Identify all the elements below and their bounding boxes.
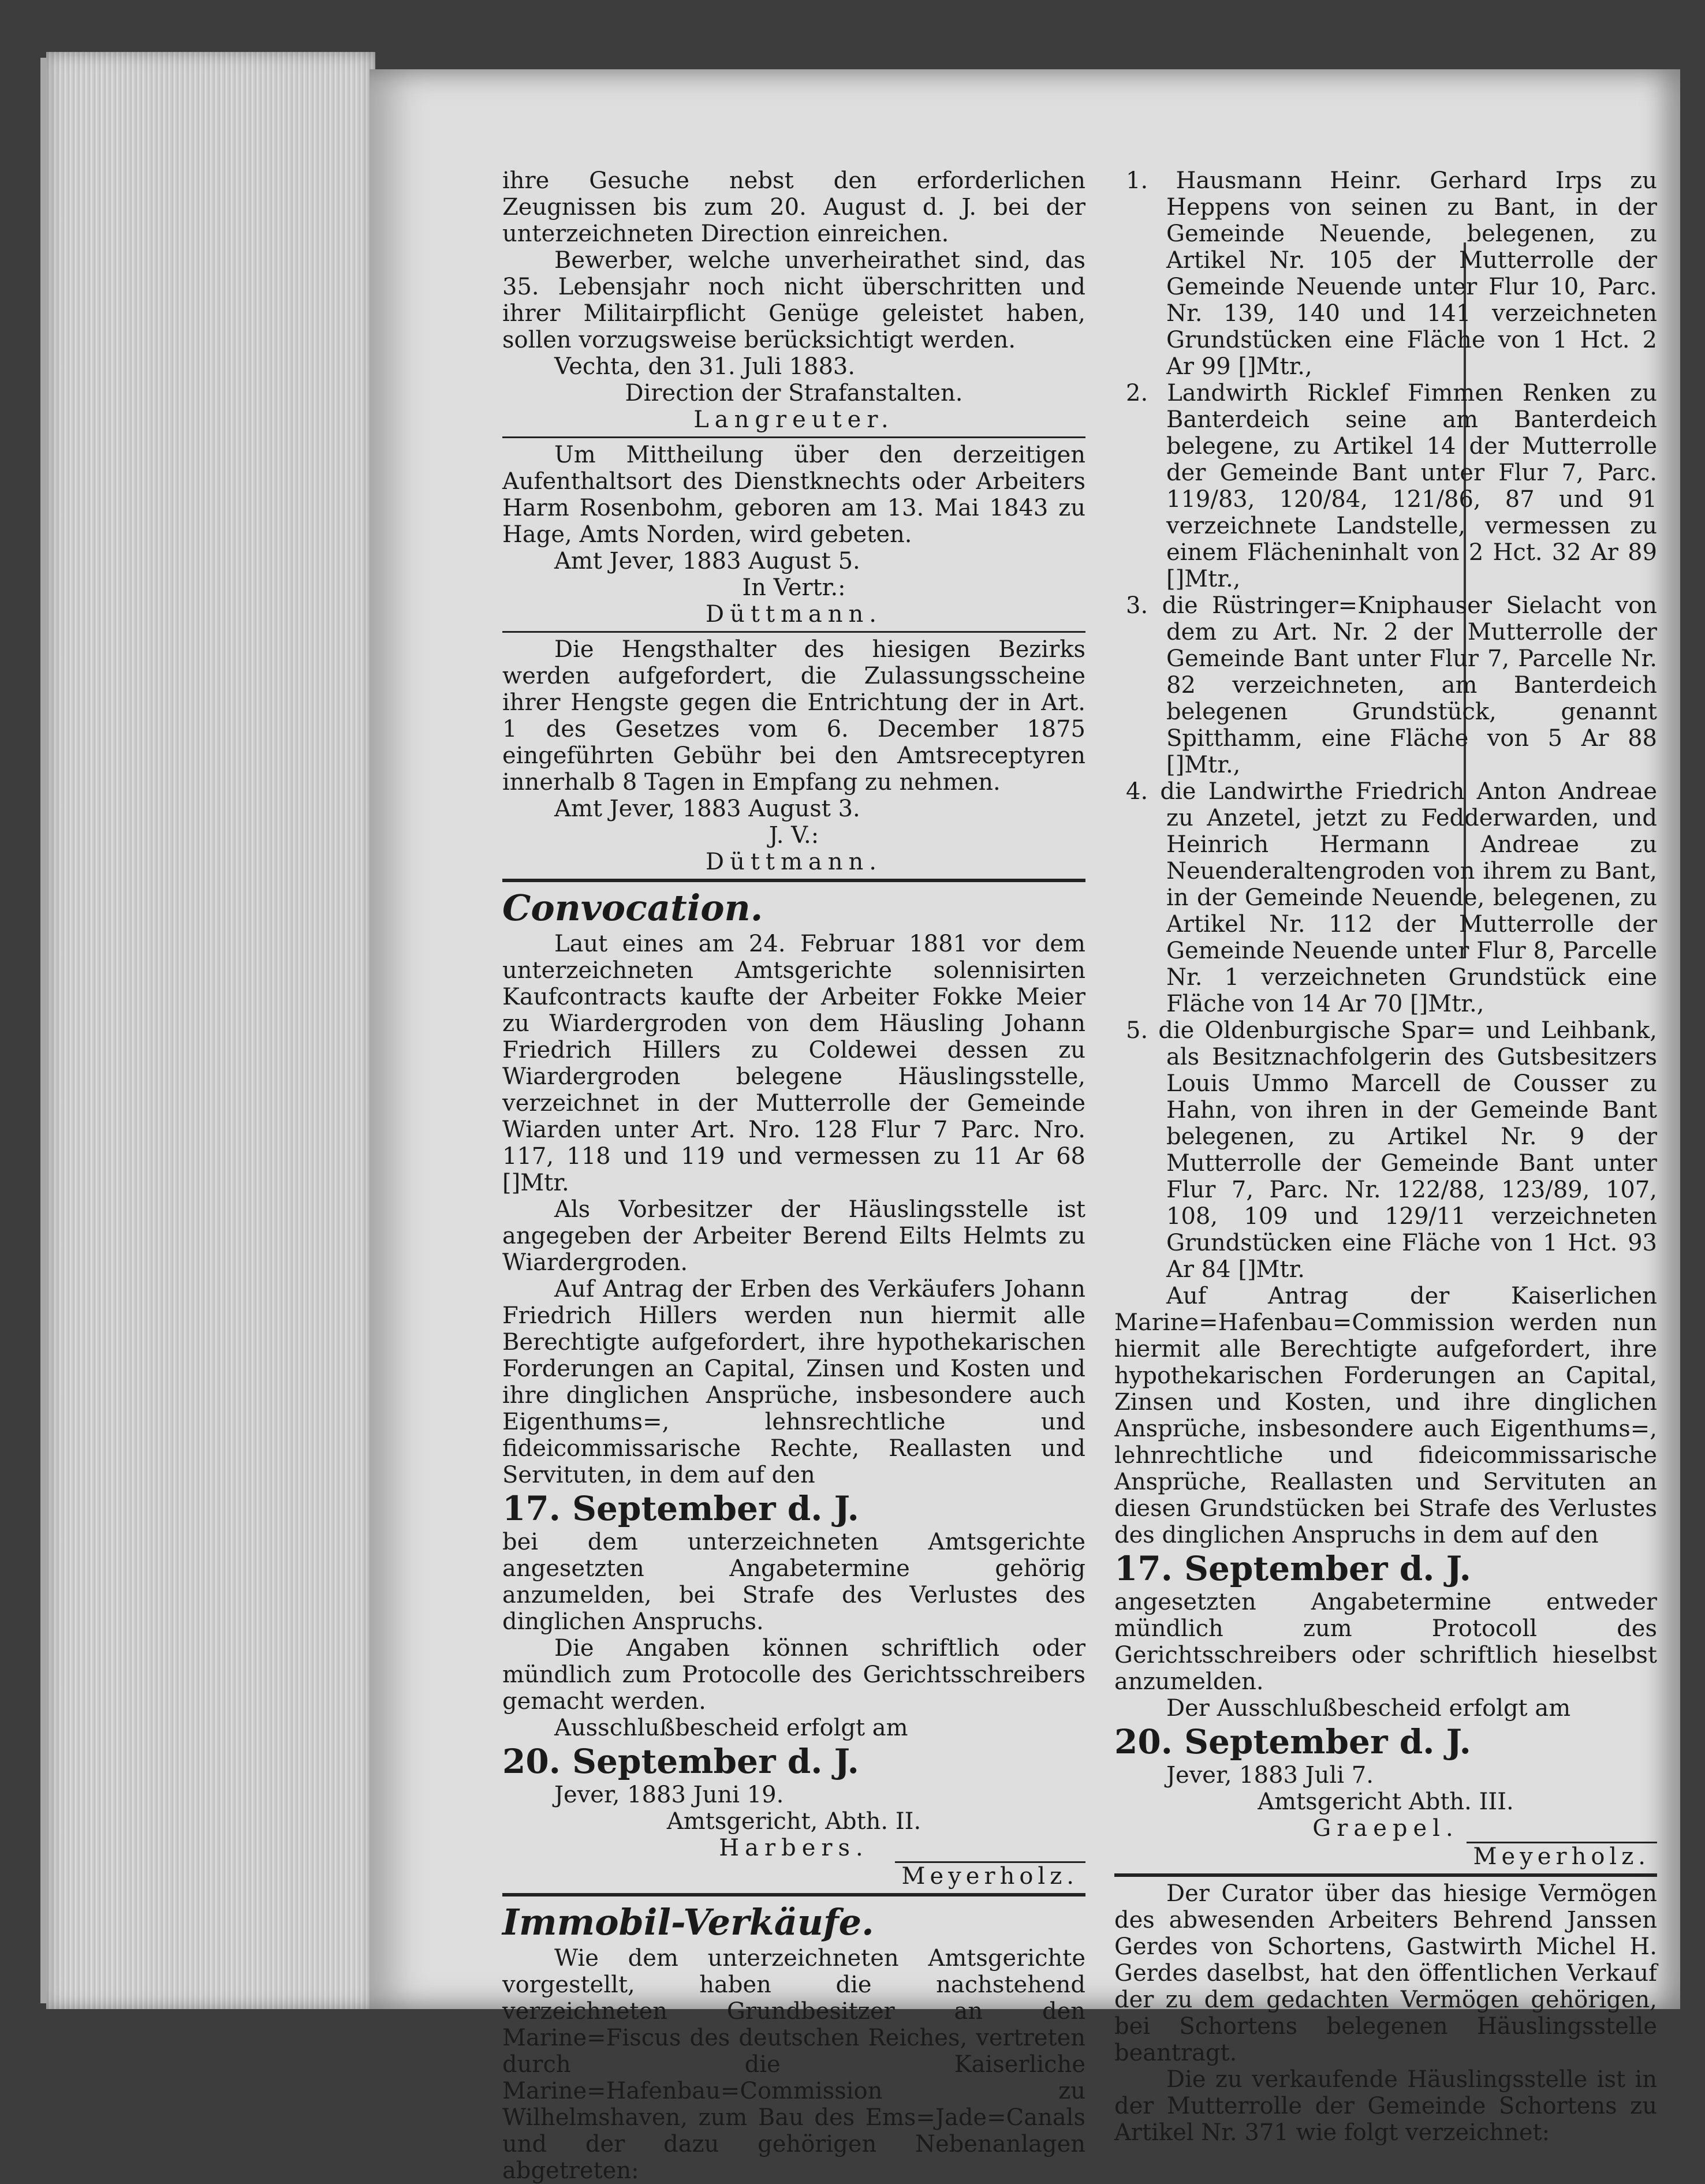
section-heading: Convocation. (502, 887, 763, 929)
text-paragraph: Bewerber, welche unverheirathet sind, das 35. Lebensjahr noch nicht überschritten und ihrer Militairpflicht Genüge geleistet haben, sollen vorzugsweise berücksichtigt werden. (502, 247, 1085, 353)
signature: Harbers. (719, 1835, 869, 1861)
text-paragraph: Der Ausschlußbescheid erfolgt am (1166, 1695, 1571, 1722)
place-date: Vechta, den 31. Juli 1883. (554, 353, 856, 380)
text-paragraph: Als Vorbesitzer der Häuslingsstelle ist angegeben der Arbeiter Berend Eilts Helmts zu Wiardergroden. (502, 1196, 1085, 1276)
text-paragraph: Die Angaben können schriftlich oder mündlich zum Protocolle des Gerichtsschreibers gemacht werden. (502, 1635, 1085, 1715)
date-heading: 17. September d. J. (502, 1489, 859, 1528)
divider (502, 879, 1085, 882)
text-paragraph: Auf Antrag der Erben des Verkäufers Johann Friedrich Hillers werden nun hiermit alle Berechtigte aufgefordert, ihre hypothekarischen Forderungen an Capital, Zinsen und Kosten und ihre dinglichen Ansprüche, insbesondere auch Eigenthums=, lehnsrechtliche und fideicommissarische Rechte, Reallasten und Servituten, in dem auf den (502, 1276, 1085, 1488)
divider (1114, 1873, 1657, 1877)
list-item: 4. die Landwirthe Friedrich Anton Andreae zu Anzetel, jetzt zu Fedderwarden, und Heinrich Hermann Andreae zu Neuenderaltengroden von ihrem zu Bant, in der Gemeinde Neuende, belegenen, zu Artikel Nr. 112 der Mutterrolle der Gemeinde Neuende unter Flur 8, Parcelle Nr. 1 verzeichneten Grundstück eine Fläche von 14 Ar 70 []Mtr., (1126, 778, 1657, 1017)
place-date: Jever, 1883 Juli 7. (1166, 1762, 1374, 1789)
text-paragraph: Laut eines am 24. Februar 1881 vor dem unterzeichneten Amtsgerichte solennisirten Kaufcontracts kaufte der Arbeiter Fokke Meier zu Wiardergroden von dem Häusling Johann Friedrich Hillers zu Coldewei dessen zu Wiardergroden belegene Häuslingsstelle, verzeichnet in der Mutterrolle der Gemeinde Wiarden unter Art. Nro. 128 Flur 7 Parc. Nro. 117, 118 und 119 und vermessen zu 11 Ar 68 []Mtr. (502, 931, 1085, 1196)
text-paragraph: Ausschlußbescheid erfolgt am (554, 1715, 908, 1741)
signature: Meyerholz. (1467, 1842, 1657, 1870)
list-item: 1. Hausmann Heinr. Gerhard Irps zu Heppens von seinen zu Bant, in der Gemeinde Neuende, belegenen, zu Artikel Nr. 105 der Mutterrolle der Gemeinde Neuende unter Flur 10, Parc. Nr. 139, 140 und 141 verzeichneten Grundstücken eine Fläche von 1 Hct. 2 Ar 99 []Mtr., (1126, 167, 1657, 380)
text-paragraph: Der Curator über das hiesige Vermögen des abwesenden Arbeiters Behrend Janssen Gerdes von Schortens, Gastwirth Michel H. Gerdes daselbst, hat den öffentlichen Verkauf der zu dem gedachten Vermögen gehörigen, bei Schortens belegenen Häuslingsstelle beantragt. (1114, 1880, 1657, 2066)
text-paragraph: Wie dem unterzeichneten Amtsgerichte vorgestellt, haben die nachstehend verzeichneten Grundbesitzer an den Marine=Fiscus des deutschen Reiches, vertreten durch die Kaiserliche Marine=Hafenbau=Commission zu Wilhelmshaven, zum Bau des Ems=Jade=Canals und der dazu gehörigen Nebenanlagen abgetreten: (502, 1945, 1085, 2184)
authority: In Vertr.: (742, 574, 846, 601)
right-column (1114, 167, 1657, 2146)
page-edges (46, 52, 375, 2009)
divider (502, 436, 1085, 438)
date-heading: 20. September d. J. (502, 1742, 859, 1781)
signature: Düttmann. (706, 601, 882, 628)
signature: Düttmann. (706, 849, 882, 875)
divider (502, 631, 1085, 633)
text-paragraph: Die Hengsthalter des hiesigen Bezirks werden aufgefordert, die Zulassungsscheine ihrer Hengste gegen die Entrichtung der in Art. 1 des Gesetzes vom 6. December 1875 eingeführten Gebühr bei den Amtsreceptуren innerhalb 8 Tagen in Empfang zu nehmen. (502, 636, 1085, 796)
signature: Meyerholz. (895, 1861, 1085, 1890)
text-paragraph: angesetzten Angabetermine entweder mündlich zum Protocoll des Gerichtsschreibers oder schriftlich hieselbst anzumelden. (1114, 1589, 1657, 1695)
place-date: Jever, 1883 Juni 19. (554, 1782, 784, 1808)
authority: Amtsgericht Abth. III. (1258, 1789, 1514, 1815)
divider (502, 1893, 1085, 1896)
list-item: 3. die Rüstringer=Kniphauser Sielacht von dem zu Art. Nr. 2 der Mutterrolle der Gemeinde Bant unter Flur 7, Parcelle Nr. 82 verzeichneten, am Banterdeich belegenen Grundstück, genannt Spitthamm, eine Fläche von 5 Ar 88 []Mtr., (1126, 592, 1657, 778)
text-paragraph: ihre Gesuche nebst den erforderlichen Zeugnissen bis zum 20. August d. J. bei der unterzeichneten Direction einreichen. (502, 167, 1085, 247)
signature: Langreuter. (693, 406, 894, 433)
text-paragraph: Auf Antrag der Kaiserlichen Marine=Hafenbau=Commission werden nun hiermit alle Berechtigte aufgefordert, ihre hypothekarischen Forderungen an Capital, Zinsen und Kosten, und ihre dinglichen Ansprüche, insbesondere auch Eigenthums=, lehnrechtliche und fideicommissarische Ansprüche, Reallasten und Servituten an diesen Grundstücken bei Strafe des Verlustes des dinglichen Anspruchs in dem auf den (1114, 1283, 1657, 1548)
text-paragraph: Um Mittheilung über den derzeitigen Aufenthaltsort des Dienstknechts oder Arbeiters Harm Rosenbohm, geboren am 13. Mai 1843 zu Hage, Amts Norden, wird gebeten. (502, 442, 1085, 548)
text-paragraph: Die zu verkaufende Häuslingsstelle ist in der Mutterrolle der Gemeinde Schortens zu Artikel Nr. 371 wie folgt verzeichnet: (1114, 2066, 1657, 2146)
list-item: 2. Landwirth Ricklef Fimmen Renken zu Banterdeich seine am Banterdeich belegene, zu Artikel 14 der Mutterrolle der Gemeinde Bant unter Flur 7, Parc. 119/83, 120/84, 121/86, 87 und 91 verzeichnete Landstelle, vermessen zu einem Flächeninhalt von 2 Hct. 32 Ar 89 []Mtr., (1126, 380, 1657, 592)
date-heading: 17. September d. J. (1114, 1549, 1471, 1588)
authority: Amtsgericht, Abth. II. (666, 1808, 921, 1835)
signature: Graepel. (1312, 1815, 1459, 1842)
text-paragraph: bei dem unterzeichneten Amtsgerichte angesetzten Angabetermine gehörig anzumelden, bei Strafe des Verlustes des dinglichen Anspruchs. (502, 1529, 1085, 1635)
newspaper-page (370, 69, 1680, 2184)
left-column (502, 167, 1085, 2184)
date-heading: 20. September d. J. (1114, 1722, 1471, 1761)
place-date: Amt Jever, 1883 August 3. (554, 796, 860, 822)
authority: Direction der Strafanstalten. (625, 380, 963, 406)
authority: J. V.: (768, 822, 819, 849)
list-item: 5. die Oldenburgische Spar= und Leihbank, als Besitznachfolgerin des Gutsbesitzers Louis Ummo Marcell de Cousser zu Hahn, von ihren in der Gemeinde Bant belegenen, zu Artikel Nr. 9 der Mutterrolle der Gemeinde Bant unter Flur 7, Parc. Nr. 122/88, 123/89, 107, 108, 109 und 129/11 verzeichneten Grundstücken eine Fläche von 1 Hct. 93 Ar 84 []Mtr. (1126, 1017, 1657, 1283)
place-date: Amt Jever, 1883 August 5. (554, 548, 860, 574)
section-heading: Immobil-Verkäufe. (502, 1901, 874, 1943)
